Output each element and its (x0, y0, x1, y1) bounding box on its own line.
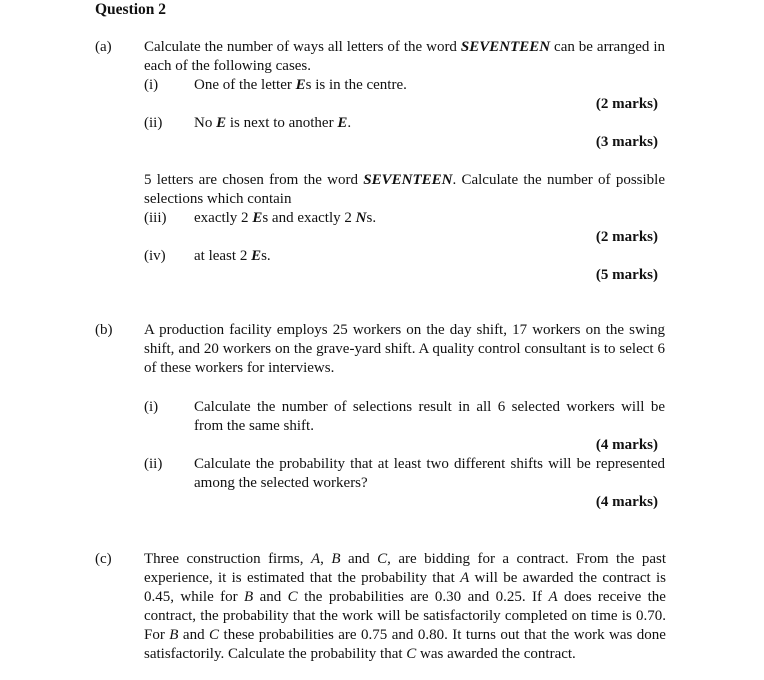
marks-a-ii: (3 marks) (595, 134, 658, 150)
marks-a-iv: (5 marks) (595, 267, 658, 283)
marks-a-iii: (2 marks) (595, 229, 658, 245)
part-a-intro: Calculate the number of ways all letters of the word SEVENTEEN can be arranged in each of the following cases. (144, 39, 665, 74)
part-b-intro: A production facility employs 25 workers on the day shift, 17 workers on the swing shift, and 20 workers on the grave-yard shift. A quality control consultant is to select 6 of these workers for interviews. (144, 322, 665, 376)
part-c-text: Three construction firms, A, B and C, are bidding for a contract. From the past experience, it is estimated that the probability that A will be awarded the contract is 0.45, while for B and C the probabilities are 0.30 and 0.25. If A does receive the contract, the probability that the work will be satisfactorily completed on time is 0.70. For B and C these probabilities are 0.75 and 0.80. It turns out that the work was done satisfactorily. Calculate the probability that C was awarded the contract. (144, 551, 667, 662)
marks-a-i: (2 marks) (595, 96, 658, 112)
part-c-label: (c) (95, 551, 112, 567)
part-a-label: (a) (95, 39, 112, 55)
marks-b-ii: (4 marks) (595, 494, 658, 510)
marks-b-i: (4 marks) (595, 437, 658, 453)
question-title: Question 2 (95, 1, 167, 18)
part-b-label: (b) (95, 322, 113, 338)
part-a-intro2: 5 letters are chosen from the word SEVENTEEN. Calculate the number of possible selections which contain (144, 172, 665, 207)
